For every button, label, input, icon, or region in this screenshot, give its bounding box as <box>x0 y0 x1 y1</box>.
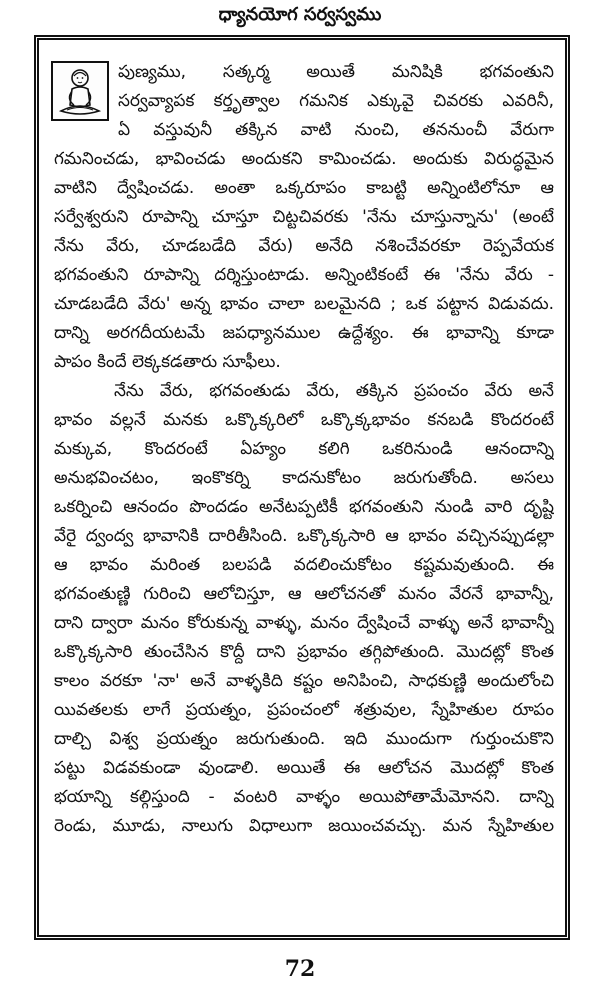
text-line: భయాన్ని కల్గిస్తుంది - వంటరి వాళ్ళం అయిపోతామేమోనని. దాన్ని <box>54 787 554 807</box>
text-line: వేరై ద్వంద్వ భావానికి దారితీసింది. ఒక్కొక్కసారి ఆ భావం వచ్చినప్పుడల్లా <box>54 526 554 546</box>
text-line: దాన్ని అరగదీయటమే జపధ్యానముల ఉద్దేశ్యం. ఈ భావాన్ని కూడా <box>54 323 554 343</box>
text-line: నేను వేరు, చూడబడేది వేరు) అనేది నశించేవరకూ రెప్పవేయక <box>54 236 554 256</box>
text-line: సర్వవ్యాపక కర్తృత్వాల గమనిక ఎక్కువై చివరకు ఎవరినీ, <box>118 91 554 111</box>
text-line: నేను వేరు, భగవంతుడు వేరు, తక్కిన ప్రపంచం వేరు అనే <box>114 381 554 401</box>
text-line: దాల్చి విశ్వ ప్రయత్నం జరుగుతుంది. ఇది ముందుగా గుర్తుంచుకొని <box>54 729 554 749</box>
text-line: ఒక్కొక్కసారి తుంచేసిన కొద్దీ దాని ప్రభావం తగ్గిపోతుంది. మొదట్లో కొంత <box>54 642 554 662</box>
running-head-title: ధ్యానయోగ సర్వస్వము <box>218 4 382 25</box>
text-line: గమనించడు, భావించడు అందుకని కామించడు. అందుకు విరుద్ధమైన <box>54 149 554 169</box>
text-line: ఆ భావం మరింత బలపడి వదలించుకోటం కష్టమవుతుంది. ఈ <box>54 555 554 575</box>
text-line: రెండు, మూడు, నాలుగు విధాలుగా జయించవచ్చు. మన స్నేహితుల <box>54 816 554 836</box>
text-line: సర్వేశ్వరుని రూపాన్ని చూస్తూ చిట్టచివరకు 'నేను చూస్తున్నాను' (అంటే <box>54 207 554 227</box>
text-line: కాలం వరకూ 'నా' అనే వాళ్ళకిది కష్టం అనిపించి, సాధకుణ్ణి అందులోంచి <box>54 671 554 691</box>
text-line: భగవంతుణ్ణి గురించి ఆలోచిస్తూ, ఆ ఆలోచనతో మనం వేరనే భావాన్నీ, <box>54 584 554 604</box>
text-line: ఏ వస్తువునీ తక్కిన వాటి నుంచి, తననుంచీ వేరుగా <box>118 120 554 140</box>
text-line: పాపం కిందే లెక్కకడతారు సూఫీలు. <box>54 352 281 372</box>
text-line: భగవంతుని రూపాన్ని దర్శిస్తుంటాడు. అన్నింటికంటే ఈ 'నేను వేరు - <box>54 265 554 285</box>
page-number: 72 <box>284 956 316 982</box>
text-line: పుణ్యము, సత్కర్మ అయితే మనిషికి భగవంతుని <box>118 62 554 82</box>
text-line: మక్కువ, కొందరంటే ఏహ్యం కలిగి ఒకరినుండి ఆనందాన్ని <box>54 439 554 459</box>
text-line: దాని ద్వారా మనం కోరుకున్న వాళ్ళు, మనం ద్వేషించే వాళ్ళు అనే భావాన్నీ <box>54 613 554 633</box>
text-line: చూడబడేది వేరు' అన్న భావం చాలా బలమైనది ; ఒక పట్టాన విడువదు. <box>54 294 554 314</box>
text-line: పట్టు విడవకుండా వుండాలి. అయితే ఈ ఆలోచన మొదట్లో కొంత <box>54 758 554 778</box>
text-line: యివతలకు లాగే ప్రయత్నం, ప్రపంచంలో శత్రువుల, స్నేహితుల రూపం <box>54 700 554 720</box>
text-line: భావం వల్లనే మనకు ఒక్కొక్కరిలో ఒక్కొక్కభావం కనబడి కొందరంటే <box>54 410 554 430</box>
text-line: అనుభవించటం, ఇంకొకర్ని కాదనుకోటం జరుగుతోంది. అసలు <box>54 468 554 488</box>
seated-figure-portrait-icon <box>51 61 109 121</box>
text-line: ఒకర్నించి ఆనందం పొందడం అనేటప్పటికీ భగవంతుని నుండి వారి దృష్టి <box>54 497 554 517</box>
text-line: వాటిని ద్వేషించడు. అంతా ఒక్కరూపం కాబట్టి అన్నింటిలోనూ ఆ <box>54 178 554 198</box>
